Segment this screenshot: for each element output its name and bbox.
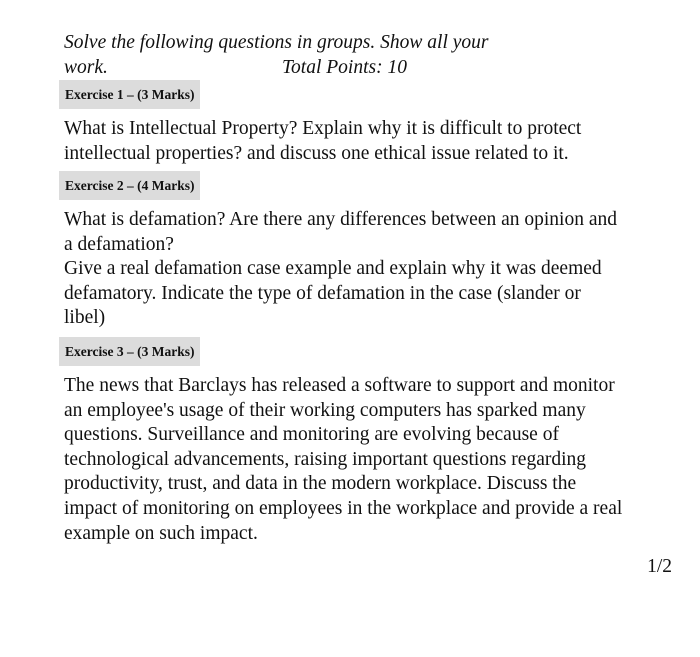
instruction-line-1: Solve the following questions in groups. Show all your	[64, 32, 489, 53]
question-line: impact of monitoring on employees in the workplace and provide a real	[64, 497, 623, 519]
question-line: The news that Barclays has released a software to support and monitor	[64, 375, 615, 396]
exercise-1-label: Exercise 1 – (3 Marks)	[59, 80, 200, 109]
exercise-2-question	[64, 208, 679, 331]
exercise-3-question	[64, 374, 679, 546]
question-line: intellectual properties? and discuss one ethical issue related to it.	[64, 142, 569, 164]
question-line: a defamation?	[64, 233, 174, 255]
question-line: questions. Surveillance and monitoring are evolving because of	[64, 424, 559, 446]
instruction-line-2: work.	[64, 57, 108, 78]
page-number: 1/2	[647, 556, 672, 577]
exercise-3-label: Exercise 3 – (3 Marks)	[59, 337, 200, 366]
question-line: libel)	[64, 307, 106, 329]
exercise-1-question	[64, 117, 679, 166]
question-line: example on such impact.	[64, 522, 258, 544]
question-line: defamatory. Indicate the type of defamation in the case (slander or	[64, 282, 581, 304]
question-line: What is Intellectual Property? Explain why it is difficult to protect	[64, 118, 582, 139]
instructions	[64, 30, 584, 80]
question-line: Give a real defamation case example and explain why it was deemed	[64, 258, 602, 280]
total-points: Total Points: 10	[282, 57, 407, 78]
question-line: productivity, trust, and data in the modern workplace. Discuss the	[64, 473, 577, 495]
exercise-2-label: Exercise 2 – (4 Marks)	[59, 171, 200, 200]
question-line: an employee's usage of their working computers has sparked many	[64, 399, 586, 421]
question-line: What is defamation? Are there any differences between an opinion and	[64, 209, 617, 230]
question-line: technological advancements, raising important questions regarding	[64, 448, 587, 470]
instruction-line-2-row	[64, 55, 584, 80]
